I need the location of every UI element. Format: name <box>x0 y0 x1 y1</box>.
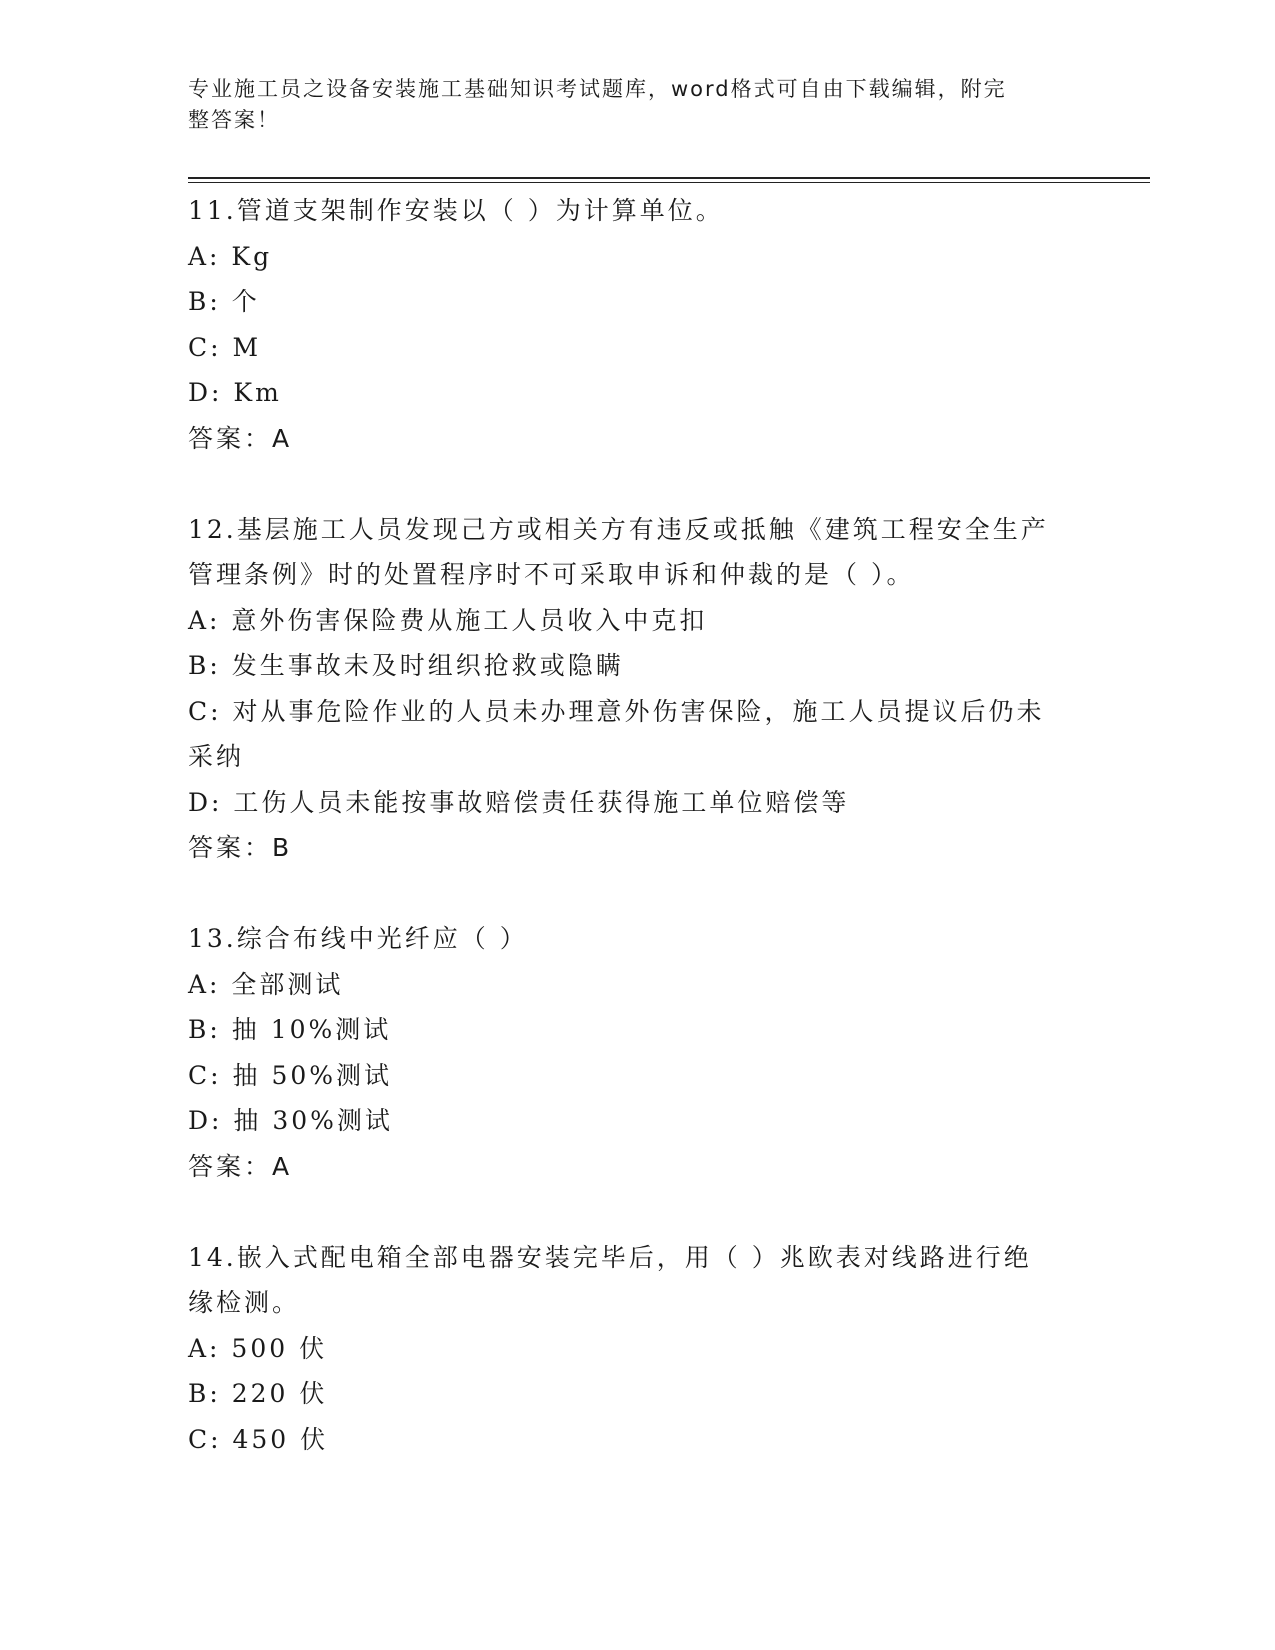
question-spacer <box>188 1189 1088 1235</box>
question-stem: 14.嵌入式配电箱全部电器安装完毕后，用（ ）兆欧表对线路进行绝 <box>188 1242 1032 1272</box>
question-stem: 11.管道支架制作安装以（ ）为计算单位。 <box>188 196 724 225</box>
document-header <box>188 74 1068 136</box>
header-divider-thick <box>188 177 1150 179</box>
header-line-2: 整答案！ <box>188 108 280 132</box>
question-spacer <box>188 871 1088 917</box>
option-b: B: 抽 10%测试 <box>188 1015 392 1044</box>
question-spacer <box>188 461 1088 507</box>
option-c: C: M <box>188 332 262 362</box>
header-line-1: 专业施工员之设备安装施工基础知识考试题库，word格式可自由下载编辑，附完 <box>188 77 1007 101</box>
answer-line: 答案：A <box>188 423 293 453</box>
answer-line: 答案：B <box>188 833 293 862</box>
option-b: B: 220 伏 <box>188 1379 328 1408</box>
option-a: A: 意外伤害保险费从施工人员收入中克扣 <box>188 605 708 635</box>
answer-line: 答案：A <box>188 1151 293 1181</box>
question-stem: 13.综合布线中光纤应（ ） <box>188 924 528 953</box>
question-11 <box>188 188 1088 461</box>
option-c-continued: 采纳 <box>188 742 245 771</box>
header-divider-thin <box>188 182 1150 183</box>
question-stem-continued: 管理条例》时的处置程序时不可采取申诉和仲裁的是（ ）。 <box>188 560 915 589</box>
question-stem-continued: 缘检测。 <box>188 1288 301 1317</box>
option-b: B: 个 <box>188 287 260 316</box>
option-c: C: 抽 50%测试 <box>188 1060 393 1090</box>
question-12 <box>188 507 1088 871</box>
option-d: D: 工伤人员未能按事故赔偿责任获得施工单位赔偿等 <box>188 787 850 817</box>
question-stem: 12.基层施工人员发现己方或相关方有违反或抵触《建筑工程安全生产 <box>188 514 1049 544</box>
option-a: A: 全部测试 <box>188 969 344 999</box>
option-d: D: Km <box>188 378 282 407</box>
question-list <box>188 188 1088 1462</box>
option-c: C: 对从事危险作业的人员未办理意外伤害保险，施工人员提议后仍未 <box>188 696 1045 726</box>
question-14 <box>188 1235 1088 1463</box>
option-b: B: 发生事故未及时组织抢救或隐瞒 <box>188 651 624 680</box>
option-d: D: 抽 30%测试 <box>188 1106 393 1135</box>
option-a: A: 500 伏 <box>188 1333 328 1363</box>
option-c: C: 450 伏 <box>188 1424 329 1454</box>
option-a: A: Kg <box>188 241 273 271</box>
question-13 <box>188 916 1088 1189</box>
